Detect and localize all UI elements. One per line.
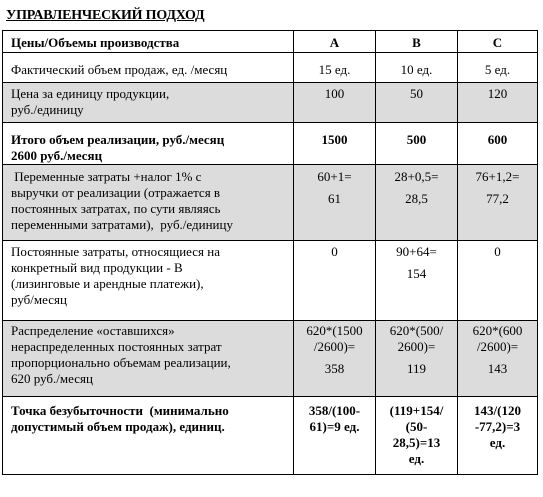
header-row: [3, 31, 538, 53]
value-cell-b: [376, 53, 458, 83]
row-label-line: руб./единицу: [11, 102, 84, 117]
value-line: (119+154/: [389, 403, 444, 418]
row-label-line: Цена за единицу продукции,: [11, 86, 170, 101]
value-cell-b: [376, 241, 458, 321]
value-line: 500: [406, 132, 427, 147]
header-label: Цены/Объемы производства: [3, 31, 294, 53]
value-line: 90+64=: [396, 244, 437, 259]
row-label: [3, 241, 294, 321]
header-col-c: C: [458, 31, 538, 53]
value-cell-b: [376, 123, 458, 165]
value-cell-a: [294, 165, 376, 241]
table-row: [3, 165, 538, 241]
value-line: 77,2: [486, 191, 509, 206]
row-label: [3, 165, 294, 241]
header-col-a: A: [294, 31, 376, 53]
page-title: УПРАВЛЕНЧЕСКИЙ ПОДХОД: [6, 8, 205, 23]
value-line: 143/(120: [474, 403, 521, 418]
value-cell-a: [294, 83, 376, 123]
row-label: [3, 321, 294, 397]
table-row: [3, 321, 538, 397]
value-line: 119: [406, 361, 427, 376]
value-cell-a: [294, 123, 376, 165]
value-cell-a: [294, 397, 376, 475]
value-line: 120: [487, 86, 508, 101]
value-cell-c: [458, 83, 538, 123]
cost-table: [2, 30, 538, 475]
row-label: [3, 123, 294, 165]
row-label-line: выручки от реализации (отражается в: [11, 185, 221, 200]
row-label-line: Итого объем реализации, руб./месяц: [11, 132, 225, 147]
value-line: (50-: [405, 419, 428, 434]
value-cell-a: [294, 241, 376, 321]
row-label: [3, 83, 294, 123]
value-cell-b: [376, 321, 458, 397]
row-label-line: Фактический объем продаж, ед. /месяц: [11, 62, 228, 77]
table-row: [3, 53, 538, 83]
table-row: [3, 397, 538, 475]
row-label-line: Переменные затраты +налог 1% с: [11, 169, 202, 184]
value-line: 60+1=: [317, 169, 352, 184]
value-line: 1500: [321, 132, 348, 147]
value-cell-a: [294, 321, 376, 397]
value-line: 5 ед.: [484, 62, 511, 77]
value-line: 76+1,2=: [475, 169, 520, 184]
row-label-line: (лизинговые и арендные платежи),: [11, 276, 204, 291]
value-cell-c: [458, 53, 538, 83]
value-line: -77,2)=3: [474, 419, 521, 434]
value-cell-a: [294, 53, 376, 83]
value-line: 0: [331, 244, 338, 259]
value-line: 620*(600: [472, 323, 523, 338]
value-line: 10 ед.: [400, 62, 433, 77]
row-label-line: допустимый объем продаж), единиц.: [11, 419, 225, 434]
value-line: 28,5)=13: [392, 435, 441, 450]
table-row: [3, 241, 538, 321]
value-line: 620*(500/: [389, 323, 444, 338]
value-line: 28,5: [405, 191, 428, 206]
value-line: 620*(1500: [306, 323, 363, 338]
value-line: 61: [328, 191, 341, 206]
row-label-line: 620 руб./месяц: [11, 371, 93, 386]
value-line: 143: [487, 361, 508, 376]
value-line: 358: [324, 361, 345, 376]
value-line: 0: [494, 244, 501, 259]
row-label-line: Точка безубыточности (минимально: [11, 403, 229, 418]
value-line: 2600)=: [397, 339, 436, 354]
row-label-line: конкретный вид продукции - B: [11, 260, 183, 275]
value-line: 100: [324, 86, 345, 101]
value-cell-b: [376, 165, 458, 241]
value-cell-c: [458, 397, 538, 475]
value-line: /2600)=: [476, 339, 519, 354]
value-cell-b: [376, 83, 458, 123]
row-label: [3, 53, 294, 83]
row-label-line: Постоянные затраты, относящиеся на: [11, 244, 220, 259]
value-line: 50: [410, 86, 423, 101]
header-col-b: B: [376, 31, 458, 53]
row-label-line: пропорционально объемам реализации,: [11, 355, 231, 370]
value-line: /2600)=: [313, 339, 356, 354]
value-line: 154: [406, 266, 427, 281]
row-label-line: постоянных затратах, по сути являясь: [11, 201, 221, 216]
value-cell-b: [376, 397, 458, 475]
row-label-line: руб/месяц: [11, 292, 67, 307]
value-cell-c: [458, 321, 538, 397]
table-row: [3, 83, 538, 123]
row-label-line: нераспределенных постоянных затрат: [11, 339, 222, 354]
value-line: ед.: [489, 435, 506, 450]
row-label-line: переменными затратами), руб./единицу: [11, 217, 233, 232]
value-line: ед.: [408, 451, 425, 466]
row-label-line: 2600 руб./месяц: [11, 148, 103, 163]
value-line: 358/(100-: [308, 403, 361, 418]
value-line: 600: [487, 132, 508, 147]
value-line: 61)=9 ед.: [309, 419, 360, 434]
table-row: [3, 123, 538, 165]
value-cell-c: [458, 123, 538, 165]
value-line: 28+0,5=: [394, 169, 439, 184]
value-cell-c: [458, 241, 538, 321]
value-line: 15 ед.: [318, 62, 351, 77]
row-label: [3, 397, 294, 475]
row-label-line: Распределение «оставшихся»: [11, 323, 175, 338]
value-cell-c: [458, 165, 538, 241]
